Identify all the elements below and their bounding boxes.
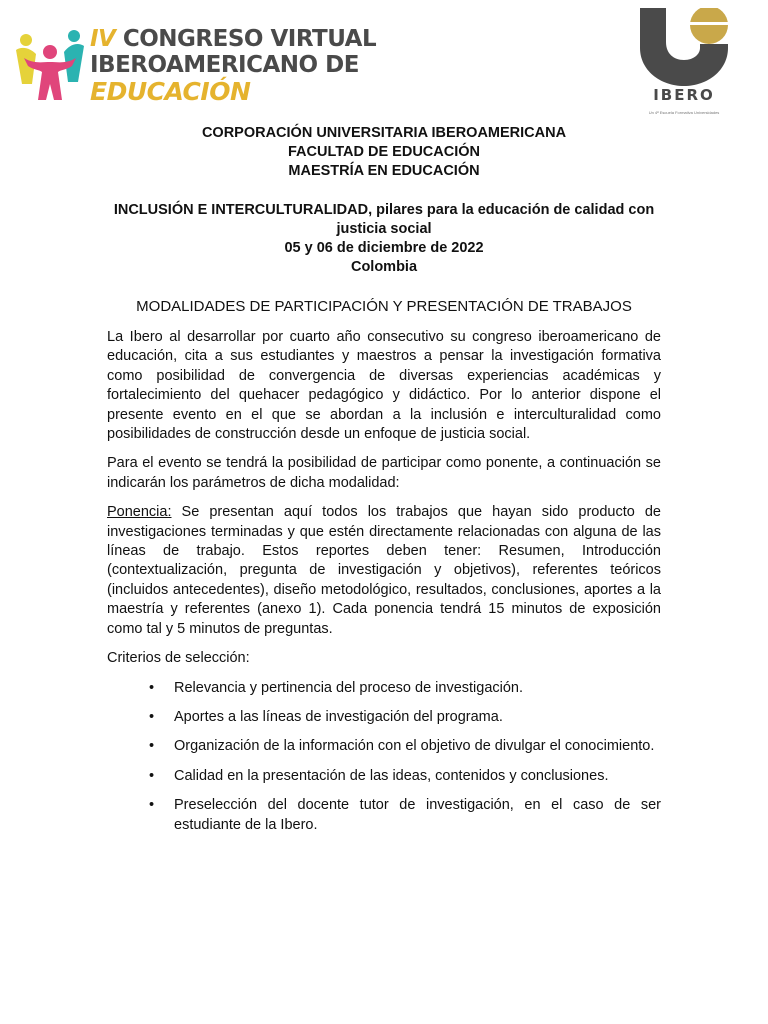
list-item: • Organización de la información con el objetivo de divulgar el conocimiento. (107, 737, 661, 756)
bullet-icon: • (149, 767, 155, 784)
ibero-tagline: Un 4ª Escuela Formativa Universidades (648, 110, 720, 115)
list-item: • Aportes a las líneas de investigación del programa. (107, 708, 661, 727)
logo-roman-numeral: IV (90, 26, 116, 52)
event-header (107, 201, 661, 277)
event-title: INCLUSIÓN E INTERCULTURALIDAD, pilares para la educación de calidad con justicia social (113, 202, 655, 237)
ibero-shield-icon (640, 8, 728, 86)
event-dates: 05 y 06 de diciembre de 2022 (284, 240, 484, 256)
logo-line-2: IBEROAMERICANO DE (90, 52, 359, 78)
list-item: • Relevancia y pertinencia del proceso de investigación. (107, 679, 661, 698)
logo-line-3: EDUCACIÓN (90, 77, 251, 106)
event-info-paragraph: Para el evento se tendrá la posibilidad de participar como ponente, a continuación se indicarán los parámetros de dicha modalidad: (107, 455, 661, 491)
ibero-logo (636, 6, 732, 124)
logo-line-1: IV CONGRESO VIRTUAL (90, 26, 377, 52)
criteria-list (107, 679, 661, 835)
congress-logo (14, 24, 404, 108)
section-title: MODALIDADES DE PARTICIPACIÓN Y PRESENTACIÓN DE TRABAJOS (136, 298, 632, 315)
ponencia-label: Ponencia: (107, 504, 172, 521)
institution-header (107, 124, 661, 181)
list-item: • Preselección del docente tutor de investigación, en el caso de ser estudiante de la Ibero. (149, 797, 661, 833)
ponencia-paragraph: Ponencia: Se presentan aquí todos los trabajos que hayan sido producto de investigaciones terminadas y que estén directamente relacionadas con alguna de las líneas de trabajo. Estos reportes deben tener: Resumen, Introducción (contextualización, pregunta de investigación y objetivos), referentes teóricos (incluidos antecedentes), diseño metodológico, resultados, conclusiones, aportes a la maestría y referentes (anexo 1). Cada ponencia tendrá 15 minutos de exposición como tal y 5 minutos de preguntas. (107, 504, 661, 637)
institution-name: CORPORACIÓN UNIVERSITARIA IBEROAMERICANA (201, 125, 567, 141)
document-body (107, 124, 661, 845)
program-name: MAESTRÍA EN EDUCACIÓN (288, 163, 480, 179)
bullet-icon: • (149, 679, 155, 696)
faculty-name: FACULTAD DE EDUCACIÓN (288, 144, 480, 160)
criteria-intro: Criterios de selección: (107, 650, 250, 667)
ibero-wordmark: IBERO (653, 86, 715, 104)
people-figures-icon (14, 24, 86, 104)
bullet-icon: • (149, 738, 155, 755)
list-item: • Calidad en la presentación de las ideas, contenidos y conclusiones. (107, 767, 661, 786)
bullet-icon: • (149, 797, 155, 814)
intro-paragraph: La Ibero al desarrollar por cuarto año consecutivo su congreso iberoamericano de educación, cita a sus estudiantes y maestros a pensar la investigación formativa como posibilidad de convergencia de diversas experiencias académicas y fortalecimiento del quehacer pedagógico y didáctico. Por lo anterior dispone el presente evento en el que se abordan a la inclusión e interculturalidad como posibilidades de construcción desde un enfoque de justicia social. (107, 329, 661, 443)
event-country: Colombia (350, 259, 418, 275)
bullet-icon: • (149, 708, 155, 725)
